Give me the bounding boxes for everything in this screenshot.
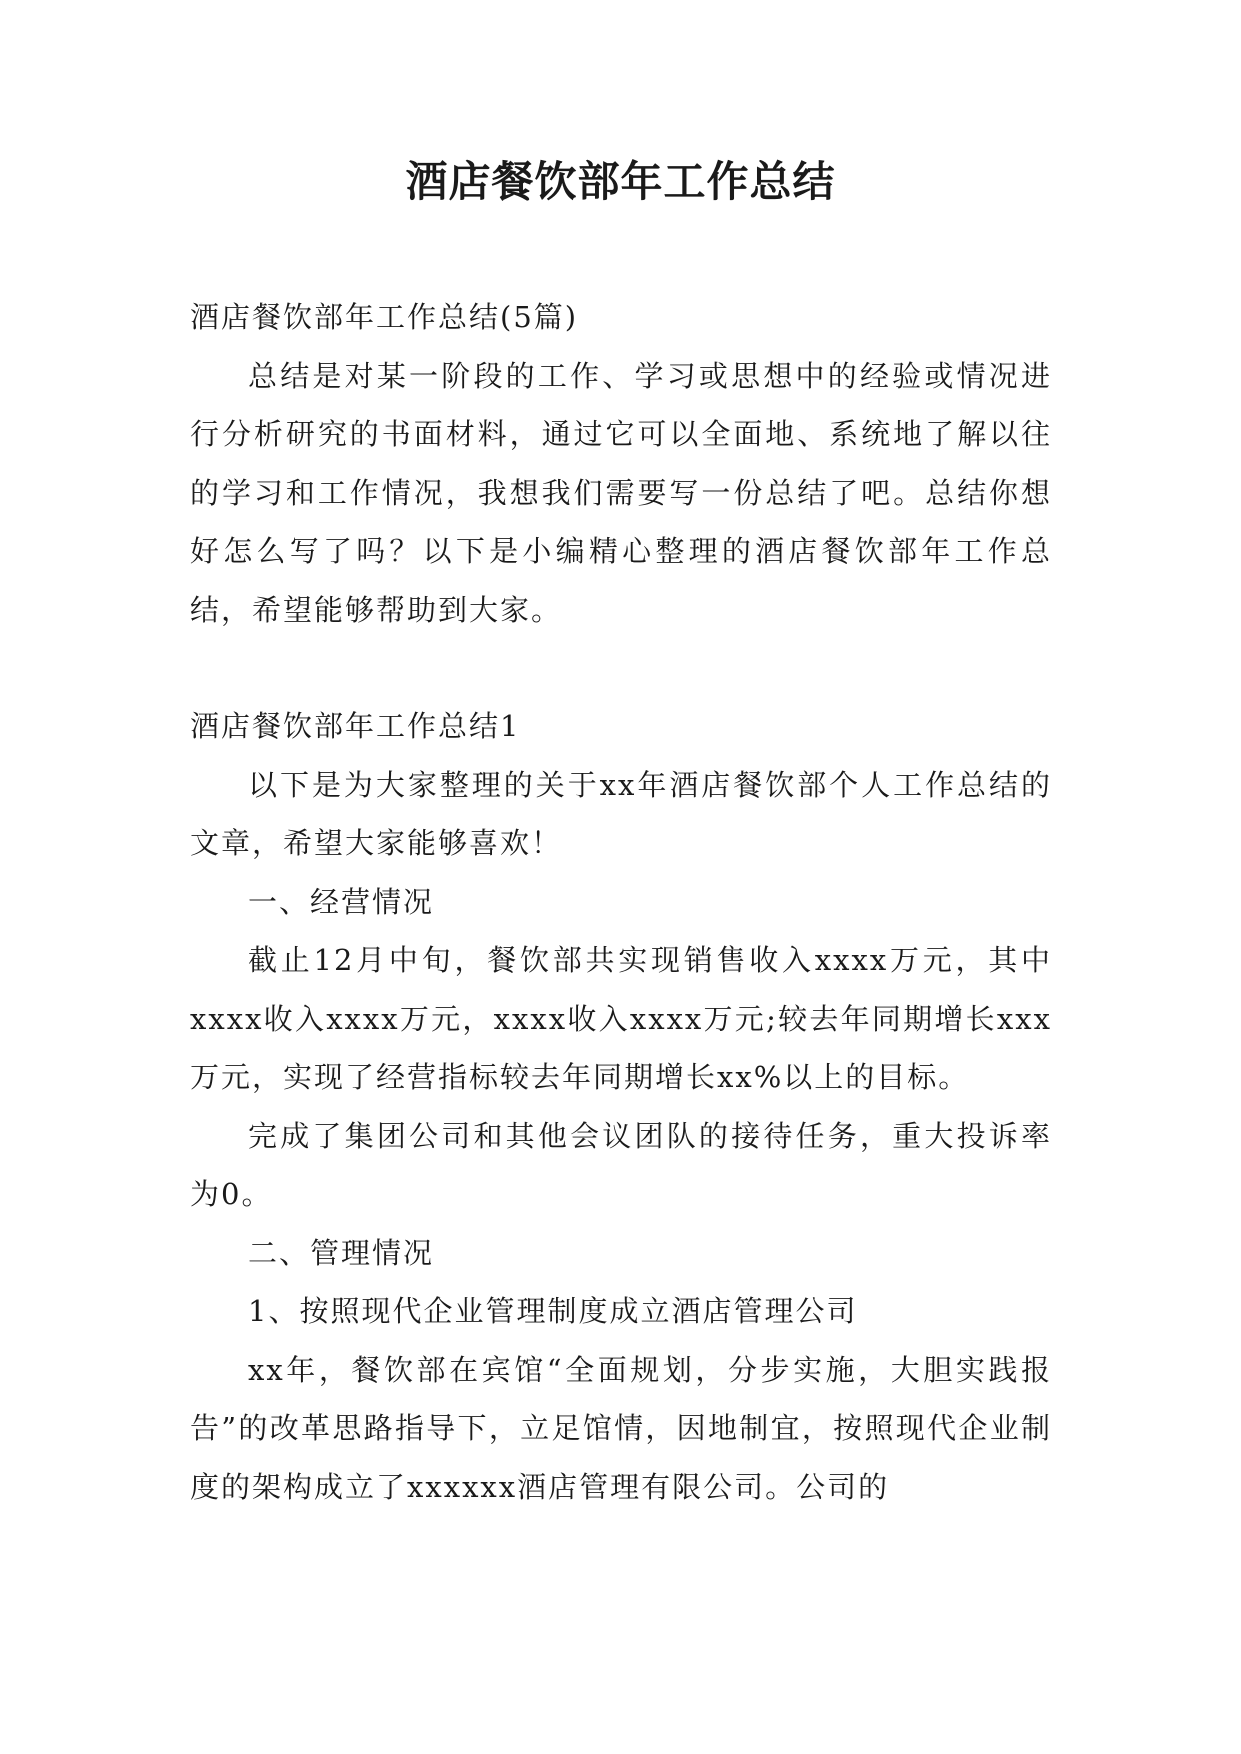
document-title: 酒店餐饮部年工作总结: [405, 157, 836, 206]
paragraph-series-heading: 酒店餐饮部年工作总结(5篇): [190, 300, 579, 334]
paragraph-reception: 完成了集团公司和其他会议团队的接待任务，重大投诉率为0。: [190, 1118, 1052, 1211]
paragraph-heading-management: 二、管理情况: [248, 1235, 435, 1270]
paragraph-section-heading: 酒店餐饮部年工作总结1: [190, 709, 521, 743]
document-body: [190, 288, 1052, 1516]
paragraph-heading-operations: 一、经营情况: [248, 884, 435, 919]
paragraph-intro: 总结是对某一阶段的工作、学习或思想中的经验或情况进行分析研究的书面材料，通过它可以全面地、系统地了解以往的学习和工作情况，我想我们需要写一份总结了吧。总结你想好怎么写了吗？以下是小编精心整理的酒店餐饮部年工作总结，希望能够帮助到大家。: [190, 358, 1052, 627]
paragraph-operations: 截止12月中旬，餐饮部共实现销售收入xxxx万元，其中xxxx收入xxxx万元，xxxx收入xxxx万元;较去年同期增长xxx万元，实现了经营指标较去年同期增长xx%以上的目标。: [190, 943, 1052, 1094]
paragraph-management-detail: xx年，餐饮部在宾馆“全面规划，分步实施，大胆实践报告”的改革思路指导下，立足馆情，因地制宜，按照现代企业制度的架构成立了xxxxxx酒店管理有限公司。公司的: [190, 1352, 1052, 1504]
paragraph-management-item-1: 1、按照现代企业管理制度成立酒店管理公司: [248, 1294, 858, 1328]
paragraph-lead: 以下是为大家整理的关于xx年酒店餐饮部个人工作总结的文章，希望大家能够喜欢！: [190, 767, 1052, 860]
